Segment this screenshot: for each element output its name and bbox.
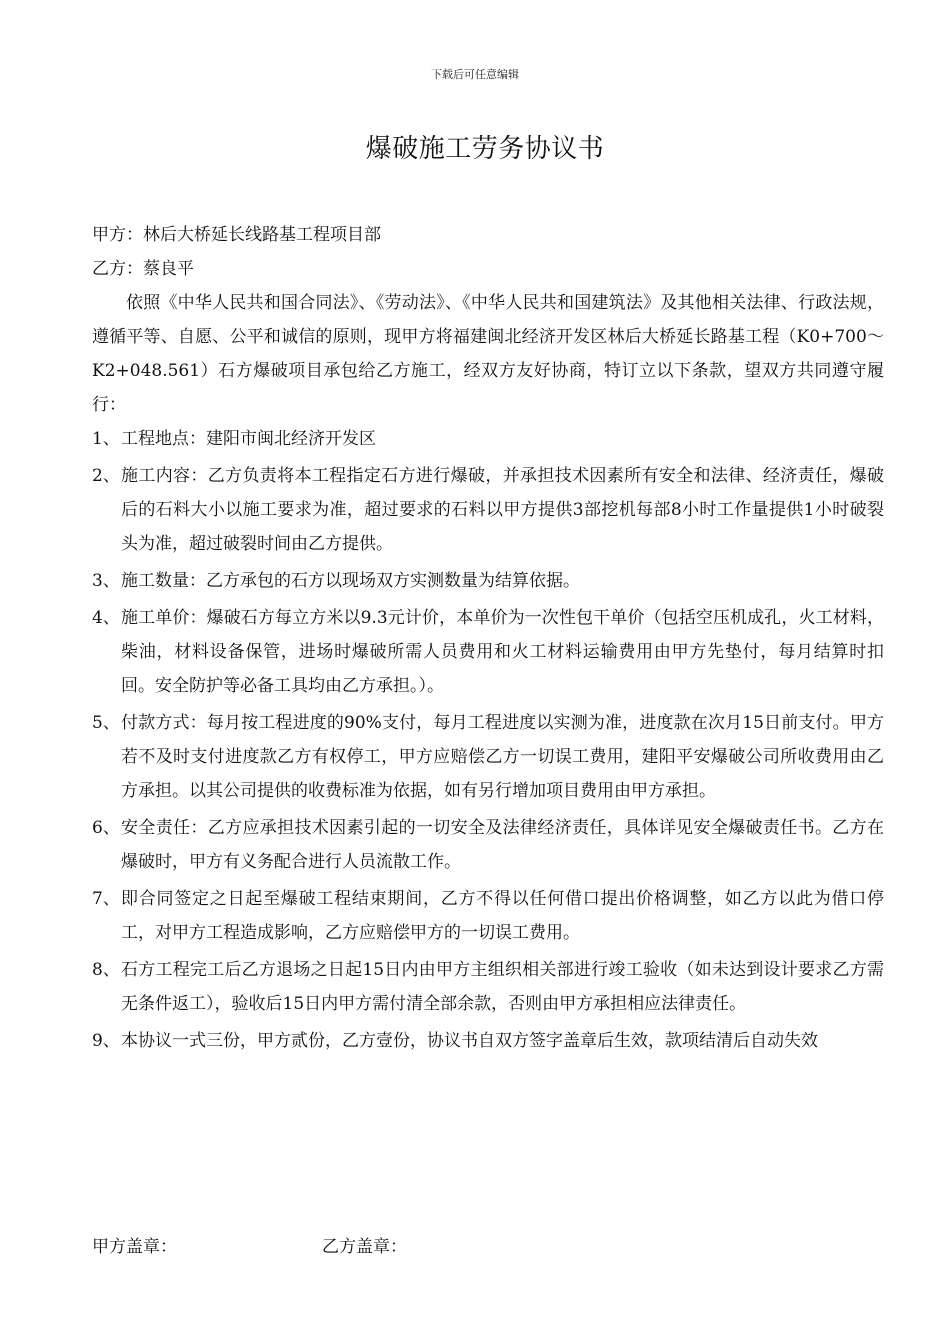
clause-number: 6、 — [92, 818, 120, 838]
clause-item — [92, 564, 884, 598]
signature-block — [92, 1230, 407, 1264]
party-a-line: 甲方：林后大桥延长线路基工程项目部 — [92, 225, 381, 245]
clause-item — [92, 953, 884, 1021]
contract-body — [92, 218, 884, 1061]
clause-item — [92, 1024, 884, 1058]
clause-number: 2、 — [92, 466, 120, 486]
clause-item — [92, 706, 884, 808]
clause-text: 施工单价：爆破石方每立方米以9.3元计价，本单价为一次性包干单价（包括空压机成孔，火工材料，柴油，材料设备保管，进场时爆破所需人员费用和火工材料运输费用由甲方先垫付，每月结算时扣回。安全防护等必备工具均由乙方承担。）。 — [121, 608, 884, 696]
party-b-line: 乙方：蔡良平 — [92, 259, 194, 279]
clause-number: 9、 — [92, 1031, 120, 1051]
party-a-seal-label: 甲方盖章： — [92, 1237, 177, 1257]
clause-item — [92, 811, 884, 879]
clause-number: 4、 — [92, 608, 120, 628]
header-note: 下载后可任意编辑 — [431, 68, 519, 81]
clause-text: 施工内容：乙方负责将本工程指定石方进行爆破，并承担技术因素所有安全和法律、经济责任，爆破后的石料大小以施工要求为准，超过要求的石料以甲方提供3部挖机每部8小时工作量提供1小时破裂头为准，超过破裂时间由乙方提供。 — [121, 466, 884, 554]
clause-text: 石方工程完工后乙方退场之日起15日内由甲方主组织相关部进行竣工验收（如未达到设计要求乙方需无条件返工），验收后15日内甲方需付清全部余款，否则由甲方承担相应法律责任。 — [121, 960, 884, 1014]
intro-paragraph: 依照《中华人民共和国合同法》、《劳动法》、《中华人民共和国建筑法》及其他相关法律、行政法规，遵循平等、自愿、公平和诚信的原则，现甲方将福建闽北经济开发区林后大桥延长路基工程（K0+700～K2+048.561）石方爆破项目承包给乙方施工，经双方友好协商，特订立以下条款，望双方共同遵守履行： — [92, 293, 884, 415]
party-b-seal-label: 乙方盖章： — [322, 1237, 407, 1257]
document-title: 爆破施工劳务协议书 — [365, 134, 605, 164]
clause-text: 付款方式：每月按工程进度的90%支付，每月工程进度以实测为准，进度款在次月15日前支付。甲方若不及时支付进度款乙方有权停工，甲方应赔偿乙方一切误工费用，建阳平安爆破公司所收费用由乙方承担。以其公司提供的收费标准为依据，如有另行增加项目费用由甲方承担。 — [121, 713, 884, 801]
clause-text: 即合同签定之日起至爆破工程结束期间，乙方不得以任何借口提出价格调整，如乙方以此为借口停工，对甲方工程造成影响，乙方应赔偿甲方的一切误工费用。 — [121, 889, 884, 943]
clause-number: 5、 — [92, 713, 120, 733]
clause-item — [92, 459, 884, 561]
clause-item — [92, 601, 884, 703]
clause-text: 本协议一式三份，甲方贰份，乙方壹份，协议书自双方签字盖章后生效，款项结清后自动失效 — [121, 1031, 818, 1051]
clause-number: 3、 — [92, 571, 120, 591]
clause-number: 7、 — [92, 889, 120, 909]
clause-list — [92, 422, 884, 1058]
clause-number: 1、 — [92, 429, 120, 449]
clause-text: 施工数量：乙方承包的石方以现场双方实测数量为结算依据。 — [121, 571, 580, 591]
clause-item — [92, 422, 884, 456]
clause-text: 工程地点：建阳市闽北经济开发区 — [121, 429, 376, 449]
clause-text: 安全责任：乙方应承担技术因素引起的一切安全及法律经济责任，具体详见安全爆破责任书。乙方在爆破时，甲方有义务配合进行人员流散工作。 — [121, 818, 884, 872]
clause-number: 8、 — [92, 960, 120, 980]
clause-item — [92, 882, 884, 950]
